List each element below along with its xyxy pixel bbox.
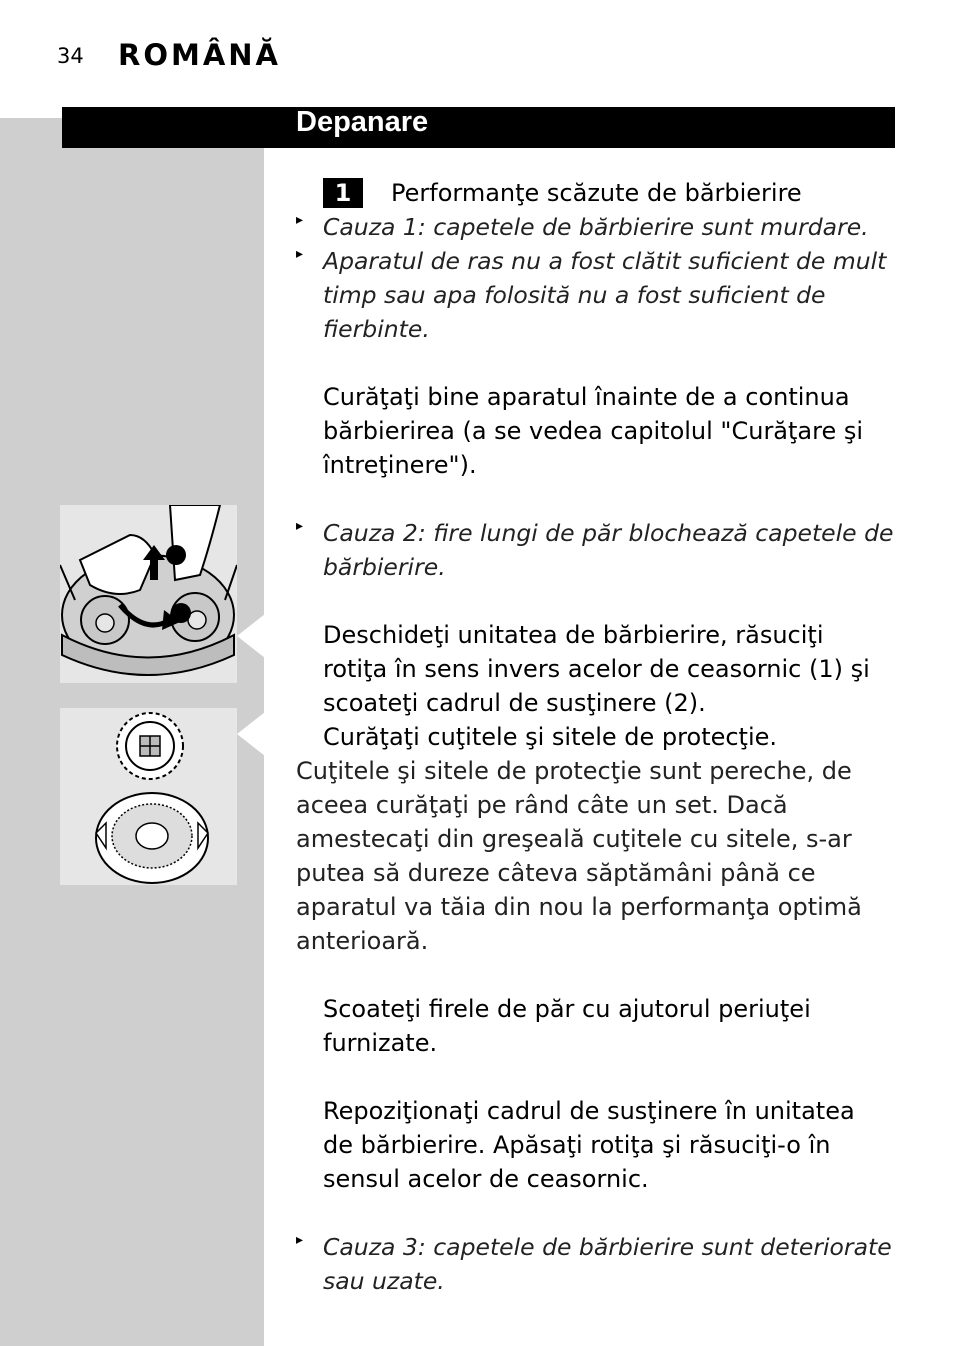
cause-1b-line: fierbinte. xyxy=(323,315,430,343)
cause-1b-line: timp sau apa folosită nu a fost suficient de xyxy=(323,281,826,309)
language-heading: ROMÂNĂ xyxy=(118,38,281,72)
cause-1-line: Cauza 1: capetele de bărbierire sunt murdare. xyxy=(323,213,869,241)
solution-4-line: Repoziţionaţi cadrul de susţinere în unitatea xyxy=(323,1097,855,1125)
section-bar xyxy=(62,107,895,148)
shaving-unit-illustration xyxy=(60,505,237,683)
cause-3-item xyxy=(296,1230,896,1298)
triangle-bullet-icon: ▸ xyxy=(296,246,304,262)
note-line: aceea curăţaţi pe rând câte un set. Dacă xyxy=(296,791,788,819)
solution-4-line: de bărbierire. Apăsaţi rotiţa şi răsuciţi-o în xyxy=(323,1131,831,1159)
solution-1-line: Curăţaţi bine aparatul înainte de a continua xyxy=(323,383,850,411)
cause-2-line: Cauza 2: fire lungi de păr blochează capetele de xyxy=(323,519,894,547)
note-line: anterioară. xyxy=(296,927,429,955)
pointer-arrow xyxy=(237,614,265,658)
problem-heading xyxy=(296,176,896,210)
problem-title: Performanţe scăzute de bărbierire xyxy=(391,179,802,207)
note-line: Cuţitele şi sitele de protecţie sunt pereche, de xyxy=(296,757,852,785)
solution-1-line: bărbierirea (a se vedea capitolul "Curăţare şi xyxy=(323,417,864,445)
label-marker-1 xyxy=(166,545,186,565)
solution-3-line: Scoateţi firele de păr cu ajutorul periuţei xyxy=(323,995,811,1023)
cutter-guard-illustration xyxy=(60,708,237,885)
note-line: putea să dureze câteva săptămâni până ce xyxy=(296,859,816,887)
section-title: Depanare xyxy=(296,106,429,138)
solution-2-line: scoateţi cadrul de susţinere (2). xyxy=(323,689,706,717)
triangle-bullet-icon: ▸ xyxy=(296,518,304,534)
page-number: 34 xyxy=(57,44,84,68)
solution-3-line: furnizate. xyxy=(323,1029,438,1057)
figure-cutter-guard xyxy=(60,708,237,885)
note-line: amestecaţi din greşeală cuţitele cu sitele, s-ar xyxy=(296,825,852,853)
solution-1-line: întreţinere"). xyxy=(323,451,477,479)
triangle-bullet-icon: ▸ xyxy=(296,1232,304,1248)
cause-1b-line: Aparatul de ras nu a fost clătit suficient de mult xyxy=(323,247,887,275)
cause-2-item xyxy=(296,516,896,584)
note-line: aparatul va tăia din nou la performanţa optimă xyxy=(296,893,862,921)
solution-4-line: sensul acelor de ceasornic. xyxy=(323,1165,649,1193)
solution-2-line: rotiţa în sens invers acelor de ceasornic (1) şi xyxy=(323,655,870,683)
problem-number-badge: 1 xyxy=(323,178,363,208)
cause-3-line: sau uzate. xyxy=(323,1267,445,1295)
triangle-bullet-icon: ▸ xyxy=(296,212,304,228)
solution-2-line: Curăţaţi cuţitele şi sitele de protecţie. xyxy=(323,723,778,751)
figure-shaving-unit xyxy=(60,505,237,683)
solution-2-line: Deschideţi unitatea de bărbierire, răsuciţi xyxy=(323,621,824,649)
label-marker-2 xyxy=(171,603,191,623)
cause-2-line: bărbierire. xyxy=(323,553,446,581)
pointer-arrow-2 xyxy=(237,712,265,756)
cause-1b-item xyxy=(296,244,896,346)
cause-3-line: Cauza 3: capetele de bărbierire sunt deteriorate xyxy=(323,1233,892,1261)
troubleshooting-content xyxy=(296,176,896,1298)
cause-1-item xyxy=(296,210,896,244)
